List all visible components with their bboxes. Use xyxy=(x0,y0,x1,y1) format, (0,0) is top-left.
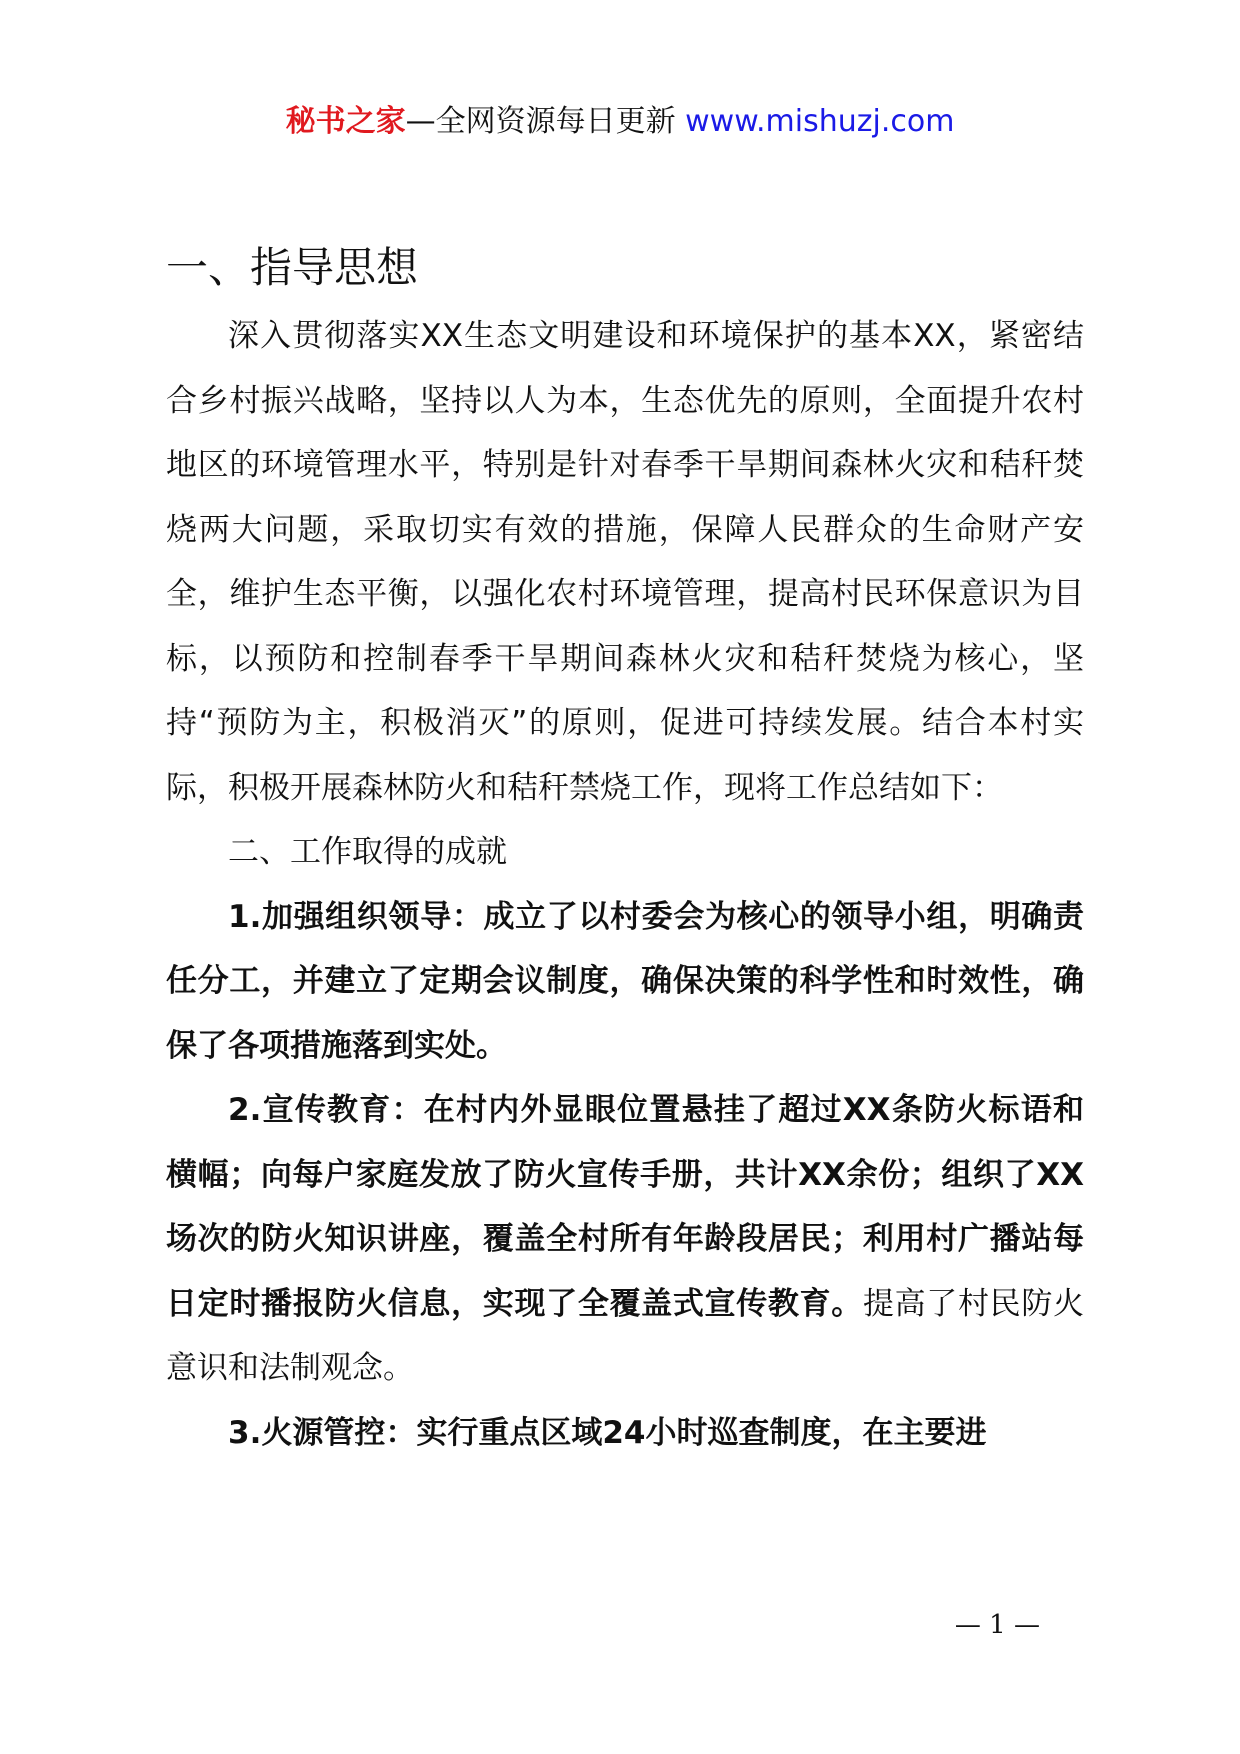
document-body xyxy=(166,232,1084,1465)
header-tagline: —全网资源每日更新 xyxy=(405,104,686,139)
item-publicity-education-bold-text: 2.宣传教育：在村内外显眼位置悬挂了超过XX条防火标语和横幅；向每户家庭发放了防火宣传手册，共计XX余份；组织了XX场次的防火知识讲座，覆盖全村所有年龄段居民；利用村广播站每日定时播报防火信息，实现了全覆盖式宣传教育。 xyxy=(166,1092,1084,1322)
paragraph-guiding-ideology: 深入贯彻落实XX生态文明建设和环境保护的基本XX，紧密结合乡村振兴战略，坚持以人为本，生态优先的原则，全面提升农村地区的环境管理水平，特别是针对春季干旱期间森林火灾和秸秆焚烧两大问题，采取切实有效的措施，保障人民群众的生命财产安全，维护生态平衡，以强化农村环境管理，提高村民环保意识为目标，以预防和控制春季干旱期间森林火灾和秸秆焚烧为核心，坚持“预防为主，积极消灭”的原则，促进可持续发展。结合本村实际，积极开展森林防火和秸秆禁烧工作，现将工作总结如下： xyxy=(166,318,1084,806)
item-fire-source-control xyxy=(166,1401,1084,1466)
item-organization-leadership xyxy=(166,885,1084,1079)
header-brand: 秘书之家 xyxy=(285,104,406,139)
header-url-link[interactable]: www.mishuzj.com xyxy=(685,104,955,139)
site-header xyxy=(0,100,1240,144)
item-publicity-education-normal-text: 提高了村民防火意识和法制观念。 xyxy=(166,1285,1085,1386)
section-heading-guiding-ideology: 一、指导思想 xyxy=(166,243,419,292)
section-heading-achievements: 二、工作取得的成就 xyxy=(228,834,507,870)
item-fire-source-control-text: 3.火源管控：实行重点区域24小时巡查制度，在主要进 xyxy=(228,1414,987,1451)
item-organization-leadership-text: 1.加强组织领导：成立了以村委会为核心的领导小组，明确责任分工，并建立了定期会议制度，确保决策的科学性和时效性，确保了各项措施落到实处。 xyxy=(166,898,1084,1064)
item-publicity-education xyxy=(166,1078,1084,1401)
page-number: — 1 — xyxy=(954,1610,1040,1640)
